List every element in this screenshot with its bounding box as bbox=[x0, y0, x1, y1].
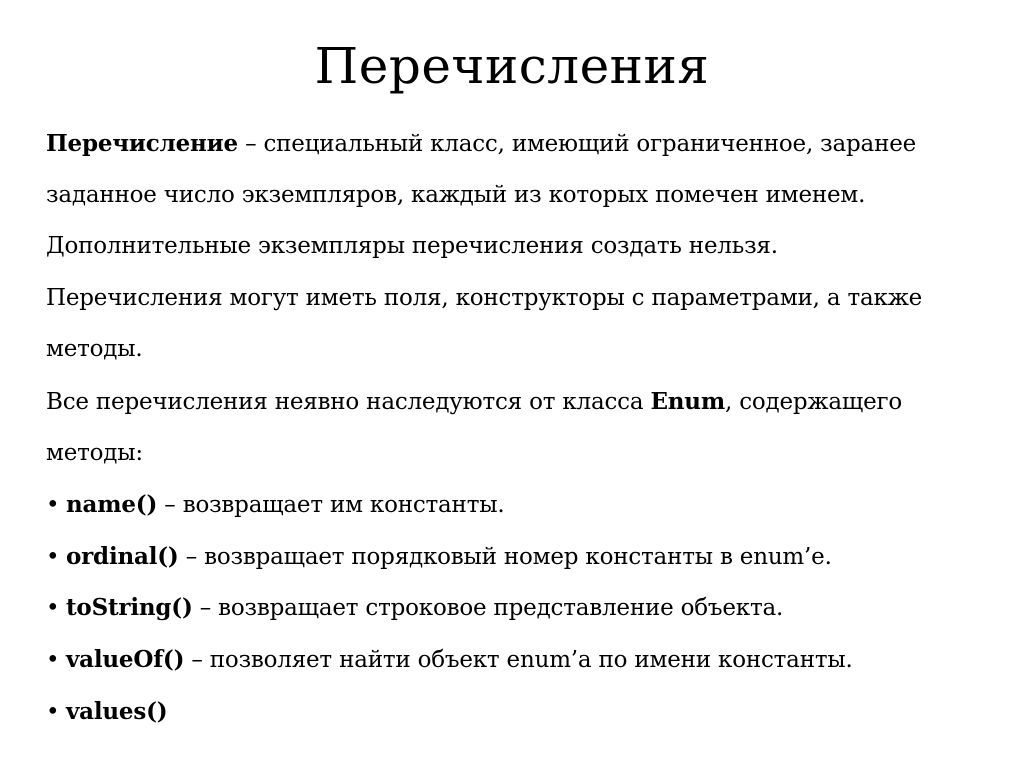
enum-class-name: Enum bbox=[650, 387, 725, 415]
method-name: toString() bbox=[66, 594, 193, 622]
definition-text: – специальный класс, имеющий ограниченное, заранее bbox=[237, 131, 917, 157]
definition-term: Перечисление bbox=[46, 130, 238, 157]
bullet-icon: • bbox=[46, 595, 60, 622]
text-line-5: методы. bbox=[46, 336, 143, 363]
method-name: ordinal() bbox=[66, 542, 179, 570]
definition-line-2: заданное число экземпляров, каждый из которых помечен именем. bbox=[46, 181, 866, 208]
slide-body bbox=[46, 118, 1006, 737]
definition-line-1 bbox=[46, 118, 1006, 170]
method-item bbox=[46, 531, 1006, 583]
method-item bbox=[46, 479, 1006, 531]
method-name: valueOf() bbox=[66, 645, 185, 673]
slide-title: Перечисления bbox=[314, 37, 710, 95]
method-desc: – возвращает им константы. bbox=[157, 492, 505, 519]
bullet-icon: • bbox=[46, 492, 60, 519]
text-line-7: методы: bbox=[46, 439, 143, 466]
method-item bbox=[46, 582, 1006, 634]
method-desc: – возвращает строковое представление объекта. bbox=[192, 595, 784, 622]
text-line-3: Дополнительные экземпляры перечисления создать нельзя. bbox=[46, 233, 778, 260]
method-desc: – позволяет найти объект enum’а по имени константы. bbox=[184, 646, 853, 673]
method-desc: – возвращает порядковый номер константы в enum’e. bbox=[178, 543, 832, 570]
method-name: name() bbox=[66, 491, 158, 519]
enum-line-before: Все перечисления неявно наследуются от класса bbox=[46, 388, 651, 415]
enum-line-after: , содержащего bbox=[724, 388, 902, 415]
bullet-icon: • bbox=[46, 646, 60, 673]
method-item bbox=[46, 686, 1006, 738]
text-line-4: Перечисления могут иметь поля, конструкторы с параметрами, а также bbox=[46, 284, 923, 311]
bullet-icon: • bbox=[46, 543, 60, 570]
method-item bbox=[46, 634, 1006, 686]
enum-line bbox=[46, 376, 1006, 428]
bullet-icon: • bbox=[46, 698, 60, 725]
method-name: values() bbox=[66, 697, 168, 725]
